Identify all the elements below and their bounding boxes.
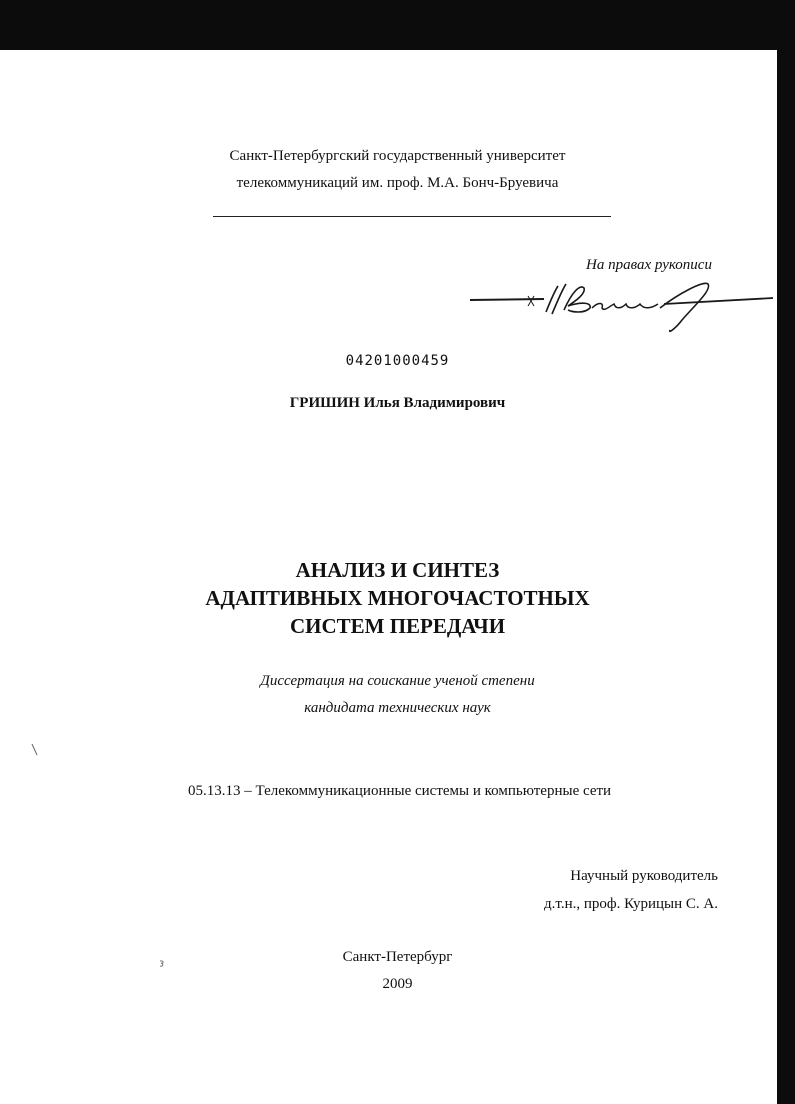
handwritten-signature [468, 276, 778, 338]
scan-border-right [777, 0, 795, 1104]
title-line-1: АНАЛИЗ И СИНТЕЗ [295, 558, 500, 582]
title-line-3: СИСТЕМ ПЕРЕДАЧИ [289, 614, 506, 638]
advisor-role: Научный руководитель [570, 868, 718, 884]
university-line-2: телекоммуникаций им. проф. М.А. Бонч-Бруевича [236, 175, 559, 191]
footer-city: Санкт-Петербург [342, 949, 453, 965]
archive-number: 04201000459 [345, 353, 450, 369]
scan-border-top [0, 0, 795, 50]
university-line-1: Санкт-Петербургский государственный университет [229, 148, 566, 164]
advisor-name: д.т.н., проф. Курицын С. А. [544, 896, 718, 912]
specialty: 05.13.13 – Телекоммуникационные системы и компьютерные сети [188, 783, 612, 799]
header-divider [213, 216, 611, 217]
author-name: ГРИШИН Илья Владимирович [289, 395, 506, 411]
scan-speck [158, 958, 166, 968]
footer-year: 2009 [382, 976, 413, 992]
title-line-2: АДАПТИВНЫХ МНОГОЧАСТОТНЫХ [205, 586, 590, 610]
scan-speck [30, 742, 40, 758]
manuscript-note: На правах рукописи [586, 257, 712, 273]
thesis-line-2: кандидата технических наук [304, 700, 491, 716]
thesis-line-1: Диссертация на соискание ученой степени [260, 673, 535, 689]
